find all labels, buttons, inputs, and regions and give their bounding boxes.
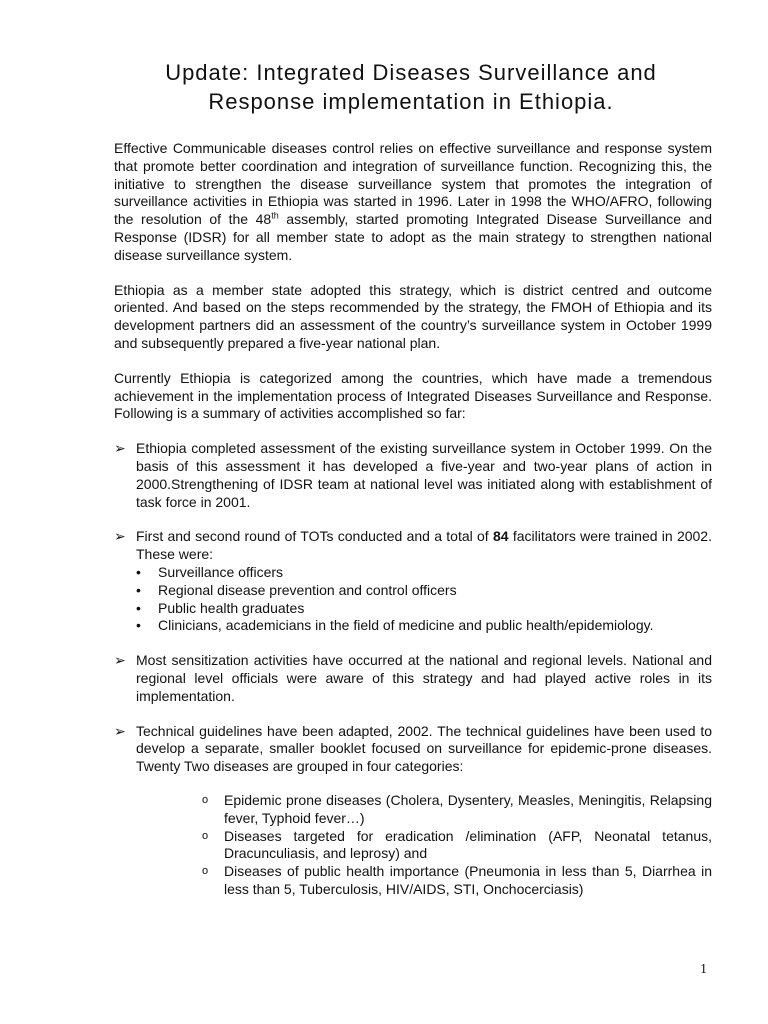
disease-category-list: [136, 792, 712, 899]
list-item-sensitization: [114, 652, 712, 705]
bullet-dot-icon: •: [136, 581, 141, 598]
bullet-dot-icon: •: [136, 563, 141, 580]
list-item-guidelines: [114, 723, 712, 899]
arrow-bullet-icon: ➢: [114, 722, 126, 739]
paragraph-intro-text-a: Effective Communicable diseases control relies on effective surveillance and response system that promote better coordination and integration of surveillance function. Recognizing this, the initiative to strengthen the disease surveillance system that promotes the integration of surveillance activities in Ethiopia was started in 1996. Later in 1998 the WHO/AFRO, following the resolution of the 48: [114, 140, 712, 228]
circle-bullet-icon: o: [202, 865, 209, 878]
arrow-bullet-icon: ➢: [114, 528, 126, 545]
list-item-assessment: [114, 440, 712, 511]
bullet-dot-icon: •: [136, 617, 141, 634]
list-item-guidelines-text: Technical guidelines have been adapted, 2002. The technical guidelines have been used to develop a separate, smaller booklet focused on surveillance for epidemic-prone diseases. Twenty Two diseases are grouped in four categories:: [136, 722, 712, 775]
paragraph-achievements: Currently Ethiopia is categorized among the countries, which have made a tremendous achievement in the implementation process of Integrated Diseases Surveillance and Response. Following is a summary of activities accomplished so far:: [114, 369, 712, 422]
list-item-assessment-text: Ethiopia completed assessment of the existing surveillance system in October 1999. On the basis of this assessment it has developed a five-year and two-year plans of action in 2000.Strengthening of IDSR team at national level was initiated along with establishment of task force in 2001.: [136, 440, 712, 510]
circle-bullet-icon: o: [202, 793, 209, 806]
paragraph-intro: [114, 140, 712, 265]
bullet-dot-icon: •: [136, 599, 141, 616]
title-line-2: Response implementation in Ethiopia.: [208, 89, 614, 114]
list-item: o Epidemic prone diseases (Cholera, Dysentery, Measles, Meningitis, Relapsing fever, Typhoid fever…): [202, 791, 712, 826]
circle-bullet-icon: o: [202, 829, 209, 842]
trainee-list: [136, 564, 712, 635]
list-item: o Diseases targeted for eradication /elimination (AFP, Neonatal tetanus, Dracunculiasis, and leprosy) and: [202, 827, 712, 862]
page-number: 1: [700, 962, 707, 977]
list-item-tots-text: First and second round of TOTs conducted and a total of 84 facilitators were trained in 2002. These were:: [136, 528, 712, 563]
document-body: [114, 140, 712, 916]
list-item: • Regional disease prevention and control officers: [136, 581, 457, 598]
list-item: • Surveillance officers: [136, 563, 284, 580]
paragraph-intro-text-b: assembly, started promoting Integrated Disease Surveillance and Response (IDSR) for all member state to adopt as the main strategy to strengthen national disease surveillance system.: [114, 211, 713, 263]
list-item-sensitization-text: Most sensitization activities have occurred at the national and regional levels. National and regional level officials were aware of this strategy and had played active roles in its implementation.: [136, 652, 712, 704]
list-item: • Clinicians, academicians in the field of medicine and public health/epidemiology.: [136, 617, 654, 634]
ordinal-superscript: th: [271, 210, 279, 221]
arrow-bullet-icon: ➢: [114, 440, 126, 457]
arrow-bullet-icon: ➢: [114, 652, 126, 669]
list-item: • Public health graduates: [136, 599, 305, 616]
facilitator-count: 84: [492, 528, 509, 545]
title-line-1: Update: Integrated Diseases Surveillance and: [165, 60, 657, 85]
paragraph-adoption: Ethiopia as a member state adopted this strategy, which is district centred and outcome oriented. And based on the steps recommended by the strategy, the FMOH of Ethiopia and its development partners did an assessment of the country’s surveillance system in October 1999 and subsequently prepared a five-year national plan.: [114, 281, 712, 351]
document-title: [112, 58, 710, 116]
list-item: o Diseases of public health importance (Pneumonia in less than 5, Diarrhea in less than 5, Tuberculosis, HIV/AIDS, STI, Onchocerciasis): [202, 863, 712, 897]
list-item-tots: [114, 528, 712, 635]
